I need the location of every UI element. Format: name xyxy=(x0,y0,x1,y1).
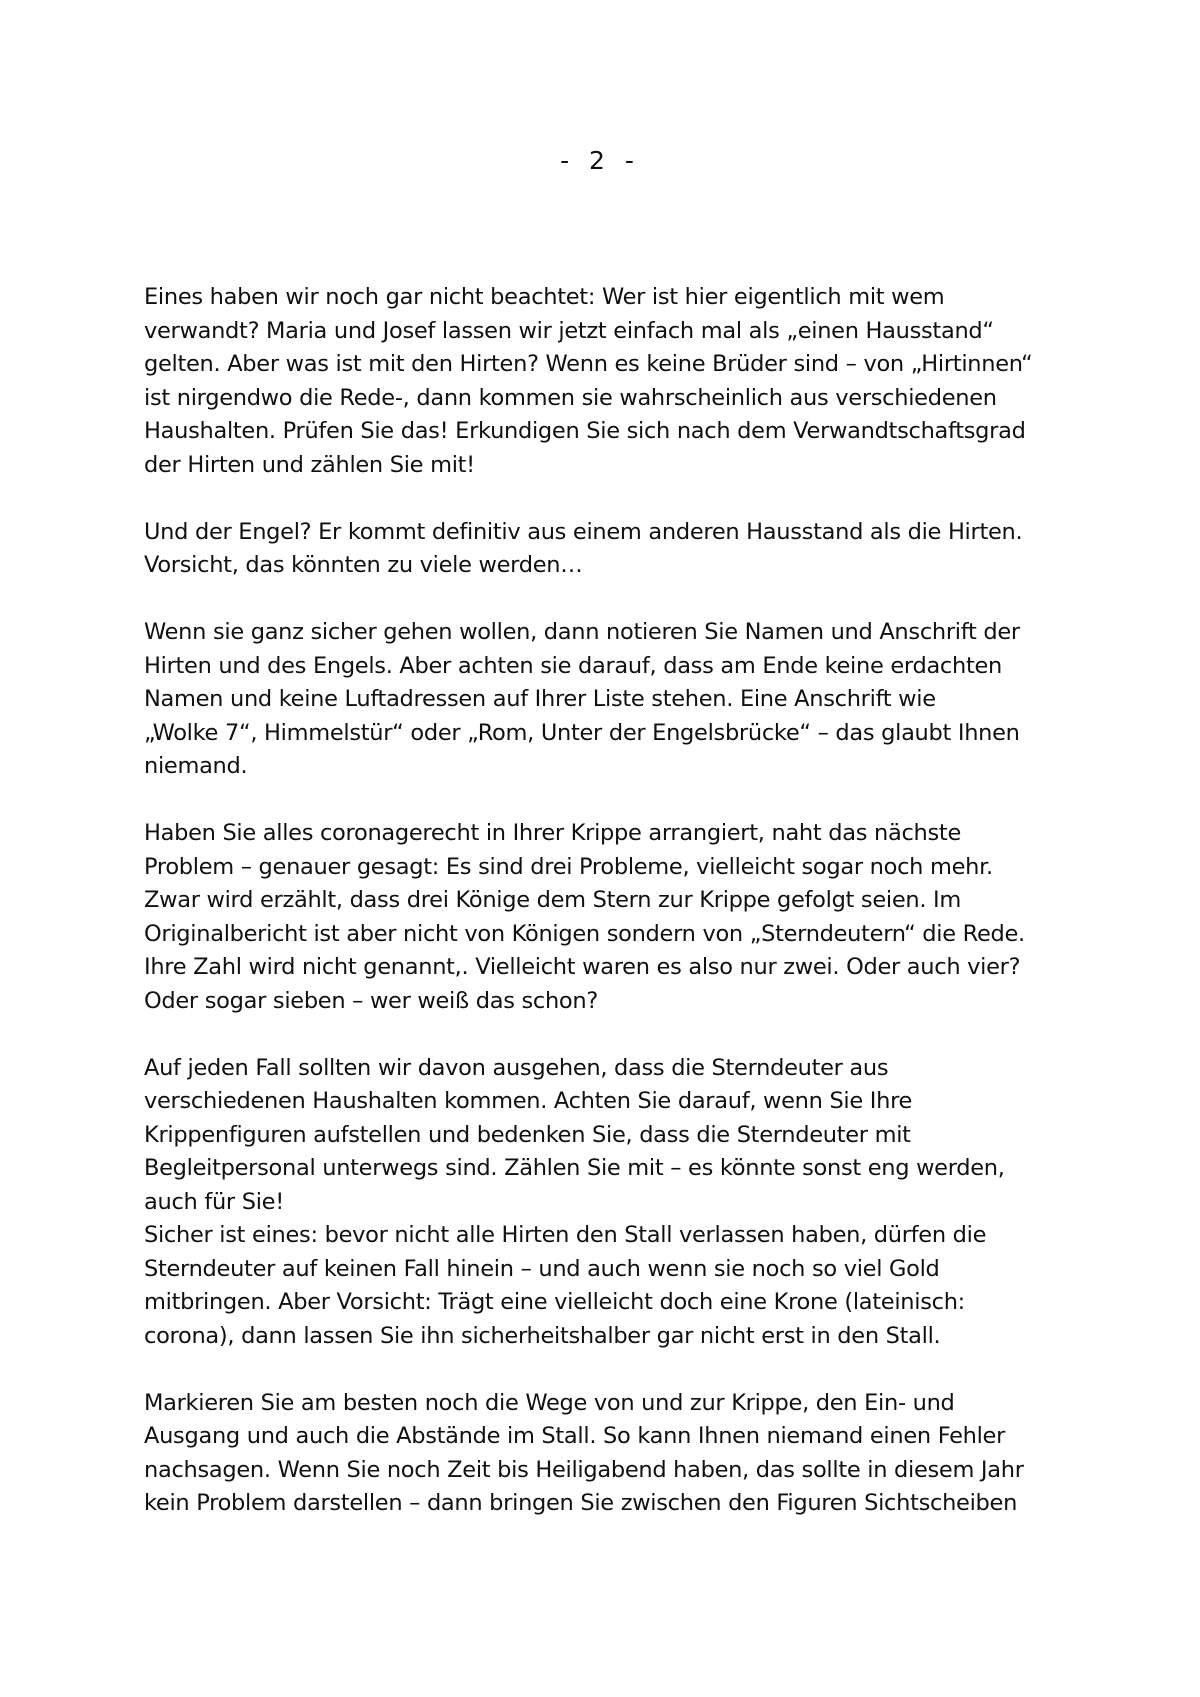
text-line: Haushalten. Prüfen Sie das! Erkundigen Sie sich nach dem Verwandtschaftsgrad xyxy=(144,418,1026,444)
text-line: Krippenfiguren aufstellen und bedenken Sie, dass die Sterndeuter mit xyxy=(144,1121,911,1148)
text-line: auch für Sie! xyxy=(144,1188,284,1215)
text-line: Vorsicht, das könnten zu viele werden… xyxy=(144,552,583,578)
text-line: Und der Engel? Er kommt definitiv aus einem anderen Hausstand als die Hirten. xyxy=(144,518,1023,545)
text-line: Hirten und des Engels. Aber achten sie darauf, dass am Ende keine erdachten xyxy=(144,652,1002,679)
page-number: - 2 - xyxy=(560,146,640,175)
text-line: corona), dann lassen Sie ihn sicherheitshalber gar nicht erst in den Stall. xyxy=(144,1322,941,1349)
text-line: Eines haben wir noch gar nicht beachtet: Wer ist hier eigentlich mit wem xyxy=(144,284,945,310)
text-line: Zwar wird erzählt, dass drei Könige dem Stern zur Krippe gefolgt seien. Im xyxy=(144,887,962,913)
text-line: Ausgang und auch die Abstände im Stall. So kann Ihnen niemand einen Fehler xyxy=(144,1423,1006,1449)
paragraph-angel xyxy=(144,516,1084,583)
text-line: Ihre Zahl wird nicht genannt,. Vielleicht waren es also nur zwei. Oder auch vier? xyxy=(144,954,1021,980)
document-body xyxy=(144,281,1084,1521)
paragraph-addresses xyxy=(144,616,1084,784)
text-line: Haben Sie alles coronagerecht in Ihrer Krippe arrangiert, naht das nächste xyxy=(144,820,961,846)
text-line: kein Problem darstellen – dann bringen Sie zwischen den Figuren Sichtscheiben xyxy=(144,1490,1018,1516)
text-line: ist nirgendwo die Rede-, dann kommen sie wahrscheinlich aus verschiedenen xyxy=(144,384,997,411)
text-line: nachsagen. Wenn Sie noch Zeit bis Heiligabend haben, das sollte in diesem Jahr xyxy=(144,1456,1024,1483)
paragraph-households xyxy=(144,1052,1084,1354)
text-line: niemand. xyxy=(144,753,248,779)
text-line: Wenn sie ganz sicher gehen wollen, dann notieren Sie Namen und Anschrift der xyxy=(144,619,1020,645)
text-line: Oder sogar sieben – wer weiß das schon? xyxy=(144,987,598,1014)
text-line: Problem – genauer gesagt: Es sind drei Probleme, vielleicht sogar noch mehr. xyxy=(144,853,993,880)
text-line: Sicher ist eines: bevor nicht alle Hirten den Stall verlassen haben, dürfen die xyxy=(144,1222,987,1248)
text-line: verschiedenen Haushalten kommen. Achten Sie darauf, wenn Sie Ihre xyxy=(144,1088,913,1114)
text-line: der Hirten und zählen Sie mit! xyxy=(144,451,475,478)
text-line: verwandt? Maria und Josef lassen wir jetzt einfach mal als „einen Hausstand“ xyxy=(144,317,994,344)
text-line: Originalbericht ist aber nicht von Königen sondern von „Sterndeutern“ die Rede. xyxy=(144,920,1025,947)
text-line: „Wolke 7“, Himmelstür“ oder „Rom, Unter der Engelsbrücke“ – das glaubt Ihnen xyxy=(144,719,1020,746)
text-line: Sterndeuter auf keinen Fall hinein – und auch wenn sie noch so viel Gold xyxy=(144,1255,940,1282)
paragraph-relatives xyxy=(144,281,1084,482)
paragraph-magi-problem xyxy=(144,817,1084,1018)
text-line: gelten. Aber was ist mit den Hirten? Wenn es keine Brüder sind – von „Hirtinnen“ xyxy=(144,351,1033,377)
text-line: mitbringen. Aber Vorsicht: Trägt eine vielleicht doch eine Krone (lateinisch: xyxy=(144,1289,965,1315)
text-line: Namen und keine Luftadressen auf Ihrer Liste stehen. Eine Anschrift wie xyxy=(144,686,936,712)
text-line: Markieren Sie am besten noch die Wege von und zur Krippe, den Ein- und xyxy=(144,1389,955,1416)
paragraph-markings xyxy=(144,1387,1084,1521)
text-line: Auf jeden Fall sollten wir davon ausgehen, dass die Sterndeuter aus xyxy=(144,1054,889,1081)
text-line: Begleitpersonal unterwegs sind. Zählen Sie mit – es könnte sonst eng werden, xyxy=(144,1155,1005,1181)
